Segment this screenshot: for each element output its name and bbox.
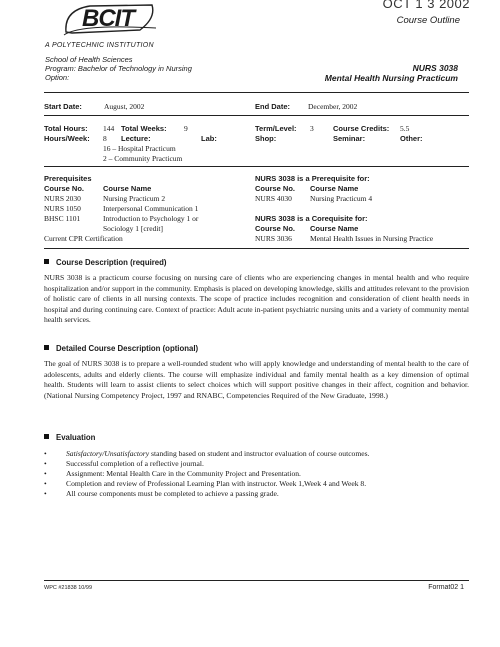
bullet-dot-icon: • bbox=[44, 449, 47, 458]
prereq-row-1-no: NURS 2030 bbox=[44, 194, 81, 203]
course-description-heading bbox=[44, 258, 166, 267]
dates-rule bbox=[44, 115, 469, 116]
hours-week-label: Hours/Week: bbox=[44, 134, 90, 143]
prereq-for-col-no: Course No. bbox=[255, 184, 296, 193]
evaluation-item-2 bbox=[44, 459, 204, 469]
term-level-value: 3 bbox=[310, 124, 314, 133]
evaluation-item-2-text: Successful completion of a reflective journal. bbox=[66, 459, 204, 468]
coreq-for-row-name: Mental Health Issues in Nursing Practice bbox=[310, 234, 434, 243]
evaluation-item-1-text: standing based on student and instructor evaluation of course outcomes. bbox=[149, 449, 370, 458]
course-credits-label: Course Credits: bbox=[333, 124, 390, 133]
footer-rule bbox=[44, 580, 469, 581]
course-description-heading-text: Course Description (required) bbox=[56, 258, 167, 267]
start-date-label: Start Date: bbox=[44, 102, 82, 111]
bullet-square-icon bbox=[44, 345, 49, 350]
prereq-rule bbox=[44, 248, 469, 249]
header-rule bbox=[44, 92, 469, 93]
end-date-label: End Date: bbox=[255, 102, 291, 111]
bullet-square-icon bbox=[44, 259, 49, 264]
evaluation-item-4 bbox=[44, 479, 366, 489]
option-label: Option: bbox=[45, 73, 70, 82]
cpr-note: Current CPR Certification bbox=[44, 234, 123, 243]
coreq-for-col-no: Course No. bbox=[255, 224, 296, 233]
prereq-for-col-name: Course Name bbox=[310, 184, 359, 193]
total-weeks-value: 9 bbox=[184, 124, 188, 133]
hours-week-value: 8 bbox=[103, 134, 107, 143]
total-hours-value: 144 bbox=[103, 124, 115, 133]
evaluation-item-4-text: Completion and review of Professional Learning Plan with instructor. Week 1,Week 4 and Week 8. bbox=[66, 479, 367, 488]
bullet-dot-icon: • bbox=[44, 489, 47, 498]
detailed-description-heading-text: Detailed Course Description (optional) bbox=[56, 344, 199, 353]
evaluation-item-1 bbox=[44, 449, 370, 459]
bullet-dot-icon: • bbox=[44, 459, 47, 468]
course-title: Mental Health Nursing Practicum bbox=[324, 73, 458, 83]
prereq-row-2-name: Interpersonal Communication 1 bbox=[103, 204, 199, 213]
school-name: School of Health Sciences bbox=[45, 55, 133, 64]
prereq-row-4-name: Sociology 1 [credit] bbox=[103, 224, 163, 233]
bullet-square-icon bbox=[44, 434, 49, 439]
prereq-row-2-no: NURS 1050 bbox=[44, 204, 81, 213]
course-code: NURS 3038 bbox=[412, 63, 458, 73]
lab-label: Lab: bbox=[201, 134, 217, 143]
evaluation-item-1-italic: Satisfactory/Unsatisfactory bbox=[66, 449, 150, 458]
total-hours-label: Total Hours: bbox=[44, 124, 88, 133]
total-weeks-label: Total Weeks: bbox=[121, 124, 167, 133]
lecture-label: Lecture: bbox=[121, 134, 151, 143]
bullet-dot-icon: • bbox=[44, 469, 47, 478]
coreq-for-col-name: Course Name bbox=[310, 224, 359, 233]
footer-left: WPC #21838 10/99 bbox=[44, 585, 93, 591]
polytechnic-tagline: A POLYTECHNIC INSTITUTION bbox=[45, 42, 154, 49]
term-level-label: Term/Level: bbox=[255, 124, 297, 133]
evaluation-heading bbox=[44, 433, 95, 442]
prereq-col-course-name: Course Name bbox=[103, 184, 152, 193]
detailed-description-text: The goal of NURS 3038 is to prepare a well-rounded student who will apply knowledge and understanding of mental health to the care of adolescents, adults and elderly clients. The course will emphasize individual and family mental health as a key dimension of optimal health. Students will learn to assist clients to select choices which will support positive changes in their affect, cognition and behavior. (National Nursing Competency Project, 1997 and RNABC, Competencies Required of the New Graduate, 1998.) bbox=[44, 359, 469, 400]
evaluation-item-3-text: Assignment: Mental Health Care in the Community Project and Presentation. bbox=[66, 469, 301, 478]
received-date-stamp: OCT 1 3 2002 bbox=[382, 0, 470, 11]
evaluation-item-3 bbox=[44, 469, 301, 479]
footer-right: Format02 1 bbox=[428, 584, 464, 591]
prerequisites-heading: Prerequisites bbox=[44, 174, 92, 183]
end-date-value: December, 2002 bbox=[308, 102, 358, 111]
document-type: Course Outline bbox=[396, 15, 460, 26]
coreq-for-row-no: NURS 3036 bbox=[255, 234, 292, 243]
prereq-for-heading: NURS 3038 is a Prerequisite for: bbox=[255, 174, 370, 183]
coreq-for-heading: NURS 3038 is a Corequisite for: bbox=[255, 214, 368, 223]
evaluation-item-5-text: All course components must be completed to achieve a passing grade. bbox=[66, 489, 279, 498]
prereq-for-row-name: Nursing Practicum 4 bbox=[310, 194, 373, 203]
evaluation-item-5 bbox=[44, 489, 279, 499]
other-label: Other: bbox=[400, 134, 423, 143]
hours-rule bbox=[44, 166, 469, 167]
prereq-col-course-no: Course No. bbox=[44, 184, 85, 193]
program-name: Program: Bachelor of Technology in Nursing bbox=[45, 64, 192, 73]
start-date-value: August, 2002 bbox=[104, 102, 145, 111]
logo-text: BCIT bbox=[82, 5, 134, 32]
prereq-for-row-no: NURS 4030 bbox=[255, 194, 292, 203]
course-credits-value: 5.5 bbox=[400, 124, 410, 133]
practicum-community: 2 – Community Practicum bbox=[103, 154, 183, 163]
prereq-row-3-name: Introduction to Psychology 1 or bbox=[103, 214, 199, 223]
detailed-description-heading bbox=[44, 344, 198, 353]
course-description-text: NURS 3038 is a practicum course focusing on nursing care of clients who are experiencing changes in mental health and who require hospitalization and/or support in the community. Emphasis is placed on developing knowledge, skills and attitudes relevant to the provision of holistic care of clients in all nursing contexts. The scope of practice includes recognition and consideration of client health needs in hospital and during continuing care. Context of practice: Adult acute in-patient psychiatric nursing units and a variety of community mental health services. bbox=[44, 273, 469, 325]
prereq-row-3-no: BHSC 1101 bbox=[44, 214, 81, 223]
practicum-hospital: 16 – Hospital Practicum bbox=[103, 144, 176, 153]
prereq-row-1-name: Nursing Practicum 2 bbox=[103, 194, 166, 203]
seminar-label: Seminar: bbox=[333, 134, 366, 143]
shop-label: Shop: bbox=[255, 134, 277, 143]
evaluation-heading-text: Evaluation bbox=[56, 433, 96, 442]
bullet-dot-icon: • bbox=[44, 479, 47, 488]
bcit-logo bbox=[60, 2, 160, 36]
